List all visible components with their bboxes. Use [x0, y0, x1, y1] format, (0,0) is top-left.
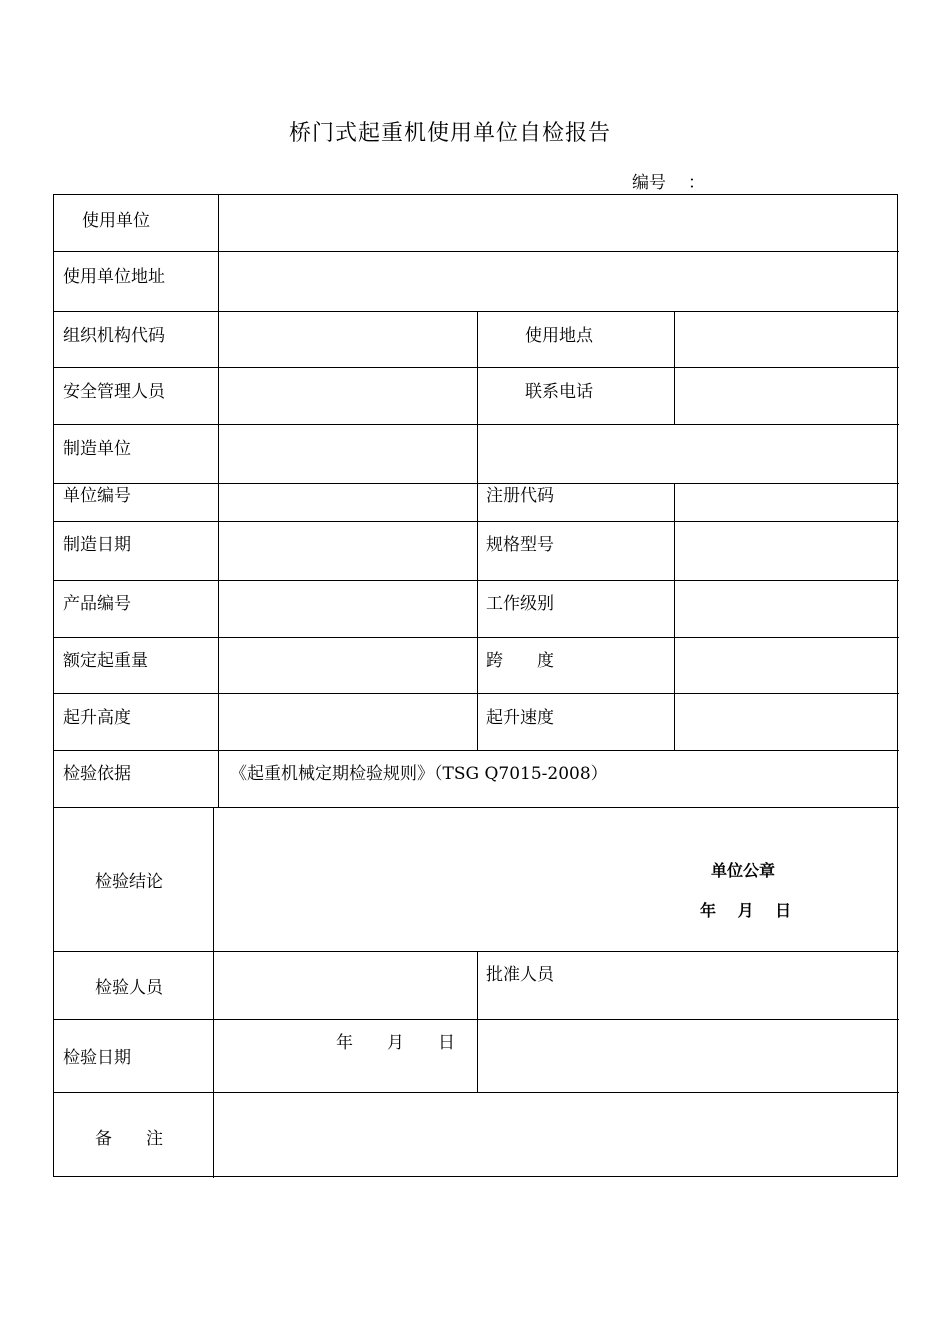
row-divider	[54, 251, 899, 252]
label-manufacturer: 制造单位	[63, 439, 131, 459]
label-registration-code: 注册代码	[486, 486, 554, 506]
document-number-colon: ：	[688, 173, 705, 193]
label-contact-phone: 联系电话	[525, 382, 593, 402]
label-approver: 批准人员	[486, 965, 554, 985]
seal-date: 年 月 日	[700, 901, 792, 920]
column-divider	[674, 311, 675, 424]
label-inspector: 检验人员	[95, 978, 163, 998]
label-work-grade: 工作级别	[486, 594, 554, 614]
label-inspection-conclusion: 检验结论	[95, 872, 163, 892]
label-lift-speed: 起升速度	[486, 708, 554, 728]
label-lift-height: 起升高度	[63, 708, 131, 728]
label-product-number: 产品编号	[63, 594, 131, 614]
inspection-date-text: 年 月 日	[336, 1033, 455, 1053]
label-org-code: 组织机构代码	[63, 326, 165, 346]
label-span: 跨 度	[486, 651, 554, 671]
column-divider	[218, 195, 219, 807]
column-divider	[213, 807, 214, 1178]
unit-seal-label: 单位公章	[711, 861, 776, 880]
column-divider	[674, 483, 675, 750]
row-divider	[54, 1092, 899, 1093]
label-manufacture-date: 制造日期	[63, 535, 131, 555]
label-safety-manager: 安全管理人员	[63, 382, 165, 402]
label-spec-model: 规格型号	[486, 535, 554, 555]
label-user-unit: 使用单位	[82, 211, 150, 231]
label-inspection-date: 检验日期	[63, 1048, 131, 1068]
label-inspection-basis: 检验依据	[63, 764, 131, 784]
row-divider	[54, 807, 899, 808]
label-remarks: 备 注	[95, 1129, 163, 1149]
column-divider	[477, 951, 478, 1092]
document-number	[632, 168, 705, 193]
label-unit-number: 单位编号	[63, 486, 131, 506]
page-title: 桥门式起重机使用单位自检报告	[288, 121, 611, 146]
inspection-report-table	[53, 194, 898, 1177]
row-divider	[54, 750, 899, 751]
document-number-label: 编号	[632, 173, 666, 193]
column-divider	[477, 311, 478, 750]
label-rated-capacity: 额定起重量	[63, 651, 148, 671]
label-use-location: 使用地点	[525, 326, 593, 346]
inspection-basis-text: 《起重机械定期检验规则》（TSG Q7015-2008）	[230, 764, 608, 784]
label-user-address: 使用单位地址	[63, 267, 165, 287]
